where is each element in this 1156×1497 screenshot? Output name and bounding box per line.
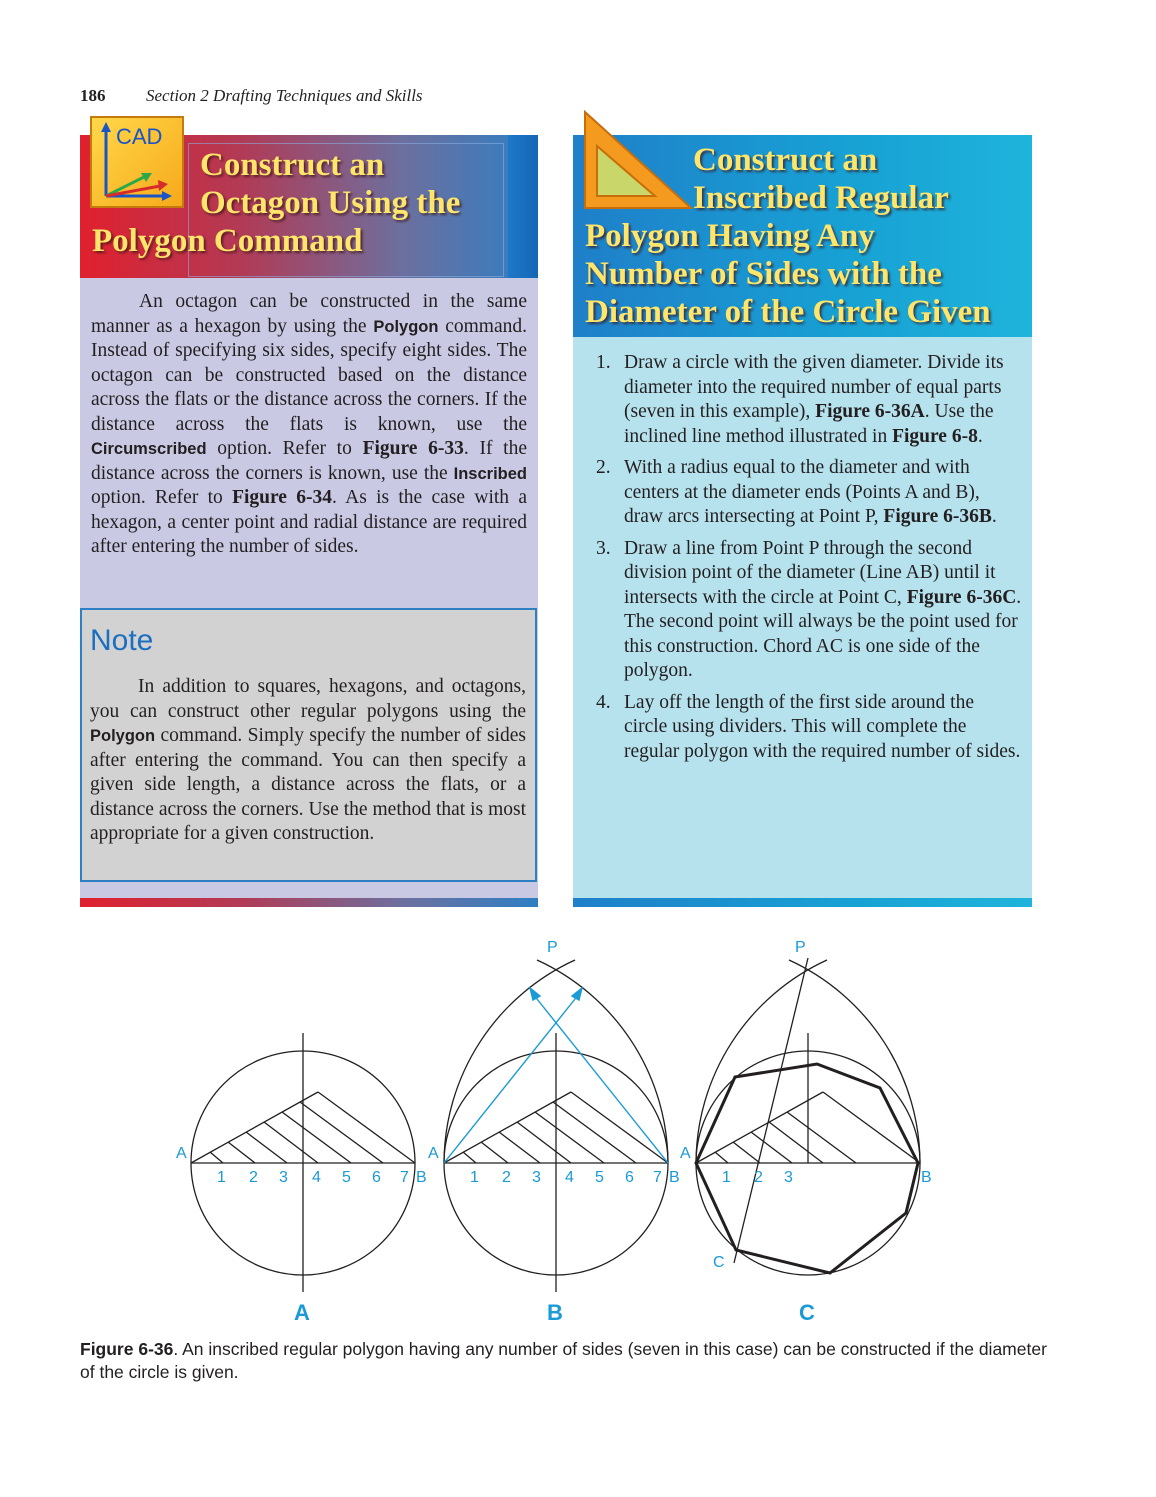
label-div: 5 [342,1169,351,1186]
figure-caption: Figure 6-36. An inscribed regular polygon having any number of sides (seven in this case) can be constructed if the diameter of the circle is given. [80,1339,1047,1382]
right-title-line-4: Number of Sides with the [585,256,942,292]
blue-line-a [444,994,579,1163]
line-p-to-c [734,958,808,1263]
axes-icon [92,118,182,206]
label-point-b: B [416,1169,427,1186]
right-title-line-5: Diameter of the Circle Given [585,294,991,330]
figure-6-36 [80,930,1050,1330]
label-div: 3 [279,1169,288,1186]
label-point-c: C [713,1254,725,1271]
figure-ref-6-33: Figure 6-33 [362,438,464,459]
left-title-line-1: Construct an [200,147,385,183]
figure-ref-6-36b: Figure 6-36B [883,506,992,527]
circumscribed-option: Circumscribed [91,440,207,458]
panel-label-c: C [799,1300,815,1325]
note-title: Note [90,624,154,657]
page-number: 186 [80,86,106,105]
label-div: 3 [532,1169,541,1186]
label-point-p: P [795,939,806,956]
label-div: 2 [754,1169,763,1186]
octagon-paragraph: An octagon can be constructed in the same manner as a hexagon by using the Polygon command. Instead of specifying six sides, specify eight sides. The octagon can be constructed based on the distance across the flats or the distance across the corners. If the distance across the flats is known, use the Circumscribed option. Refer to Figure 6-33. If the distance across the corners is known, use the Inscribed option. Refer to Figure 6-34. As is the case with a hexagon, a center point and radial distance are required after entering the number of sides. [91,291,528,557]
step-item: 3. Draw a line from Point P through the second division point of the diameter (Line AB) until it intersects with the circle at Point C, Figure 6-36C. The second point will always be the point used for this construction. Chord AC is one side of the polygon. [596,537,1022,681]
label-point-b: B [921,1169,932,1186]
left-title-line-2: Octagon Using the [200,185,461,221]
label-div: 5 [595,1169,604,1186]
label-div: 3 [784,1169,793,1186]
step-item: 2. With a radius equal to the diameter and with centers at the diameter ends (Points A and B), draw arcs intersecting at Point P, Figure 6-36B. [596,457,997,527]
steps-list [596,351,1022,771]
right-title-line-2: Inscribed Regular [693,180,949,216]
heading-stripe [508,135,538,278]
label-point-a: A [176,1145,187,1162]
label-div: 1 [470,1169,479,1186]
label-div: 4 [565,1169,574,1186]
label-point-b: B [669,1169,680,1186]
label-div: 6 [372,1169,381,1186]
triangle-icon [583,110,693,210]
cad-icon-label: CAD [116,124,163,149]
figure-ref-6-34: Figure 6-34 [232,487,333,508]
figure-ref-6-36a: Figure 6-36A [815,401,925,422]
panel-label-a: A [294,1300,310,1325]
figure-ref-6-36c: Figure 6-36C [906,586,1017,608]
label-div: 1 [217,1169,226,1186]
label-div: 7 [400,1169,409,1186]
figure-ref-6-8: Figure 6-8 [892,425,978,447]
panel-label-b: B [547,1300,563,1325]
caption-label: Figure 6-36 [80,1339,174,1359]
note-paragraph: In addition to squares, hexagons, and octagons, you can construct other regular polygons using the Polygon command. Simply specify the number of sides after entering the command. You can then specify a given side length, a distance across the flats, or a distance across the corners. Use the method that is most appropriate for a given construction. [90,676,526,844]
left-bottom-bar [80,898,538,907]
right-bottom-bar [573,898,1032,907]
label-div: 7 [653,1169,662,1186]
label-div: 6 [625,1169,634,1186]
label-point-p: P [547,939,558,956]
cad-icon [90,116,184,208]
label-div: 2 [249,1169,258,1186]
step-item: 1. Draw a circle with the given diameter. Divide its diameter into the required number of equal parts (seven in this example), Figure 6-36A. Use the inclined line method illustrated in Figure 6-8. [596,352,1004,447]
inscribed-option: Inscribed [453,464,527,483]
section-label: Section 2 Drafting Techniques and Skills [146,86,423,105]
right-title-line-1: Construct an [693,142,878,178]
note-polygon-command: Polygon [90,727,156,745]
label-point-a: A [680,1145,691,1162]
label-div: 4 [312,1169,321,1186]
right-title-line-3: Polygon Having Any [585,218,875,254]
label-div: 2 [502,1169,511,1186]
step-item: 4. Lay off the length of the first side around the circle using dividers. This will complete the regular polygon with the required number of sides. [596,691,1021,762]
label-div: 1 [722,1169,731,1186]
left-title-line-3: Polygon Command [92,223,363,259]
polygon-command: Polygon [373,317,439,336]
label-point-a: A [428,1145,439,1162]
